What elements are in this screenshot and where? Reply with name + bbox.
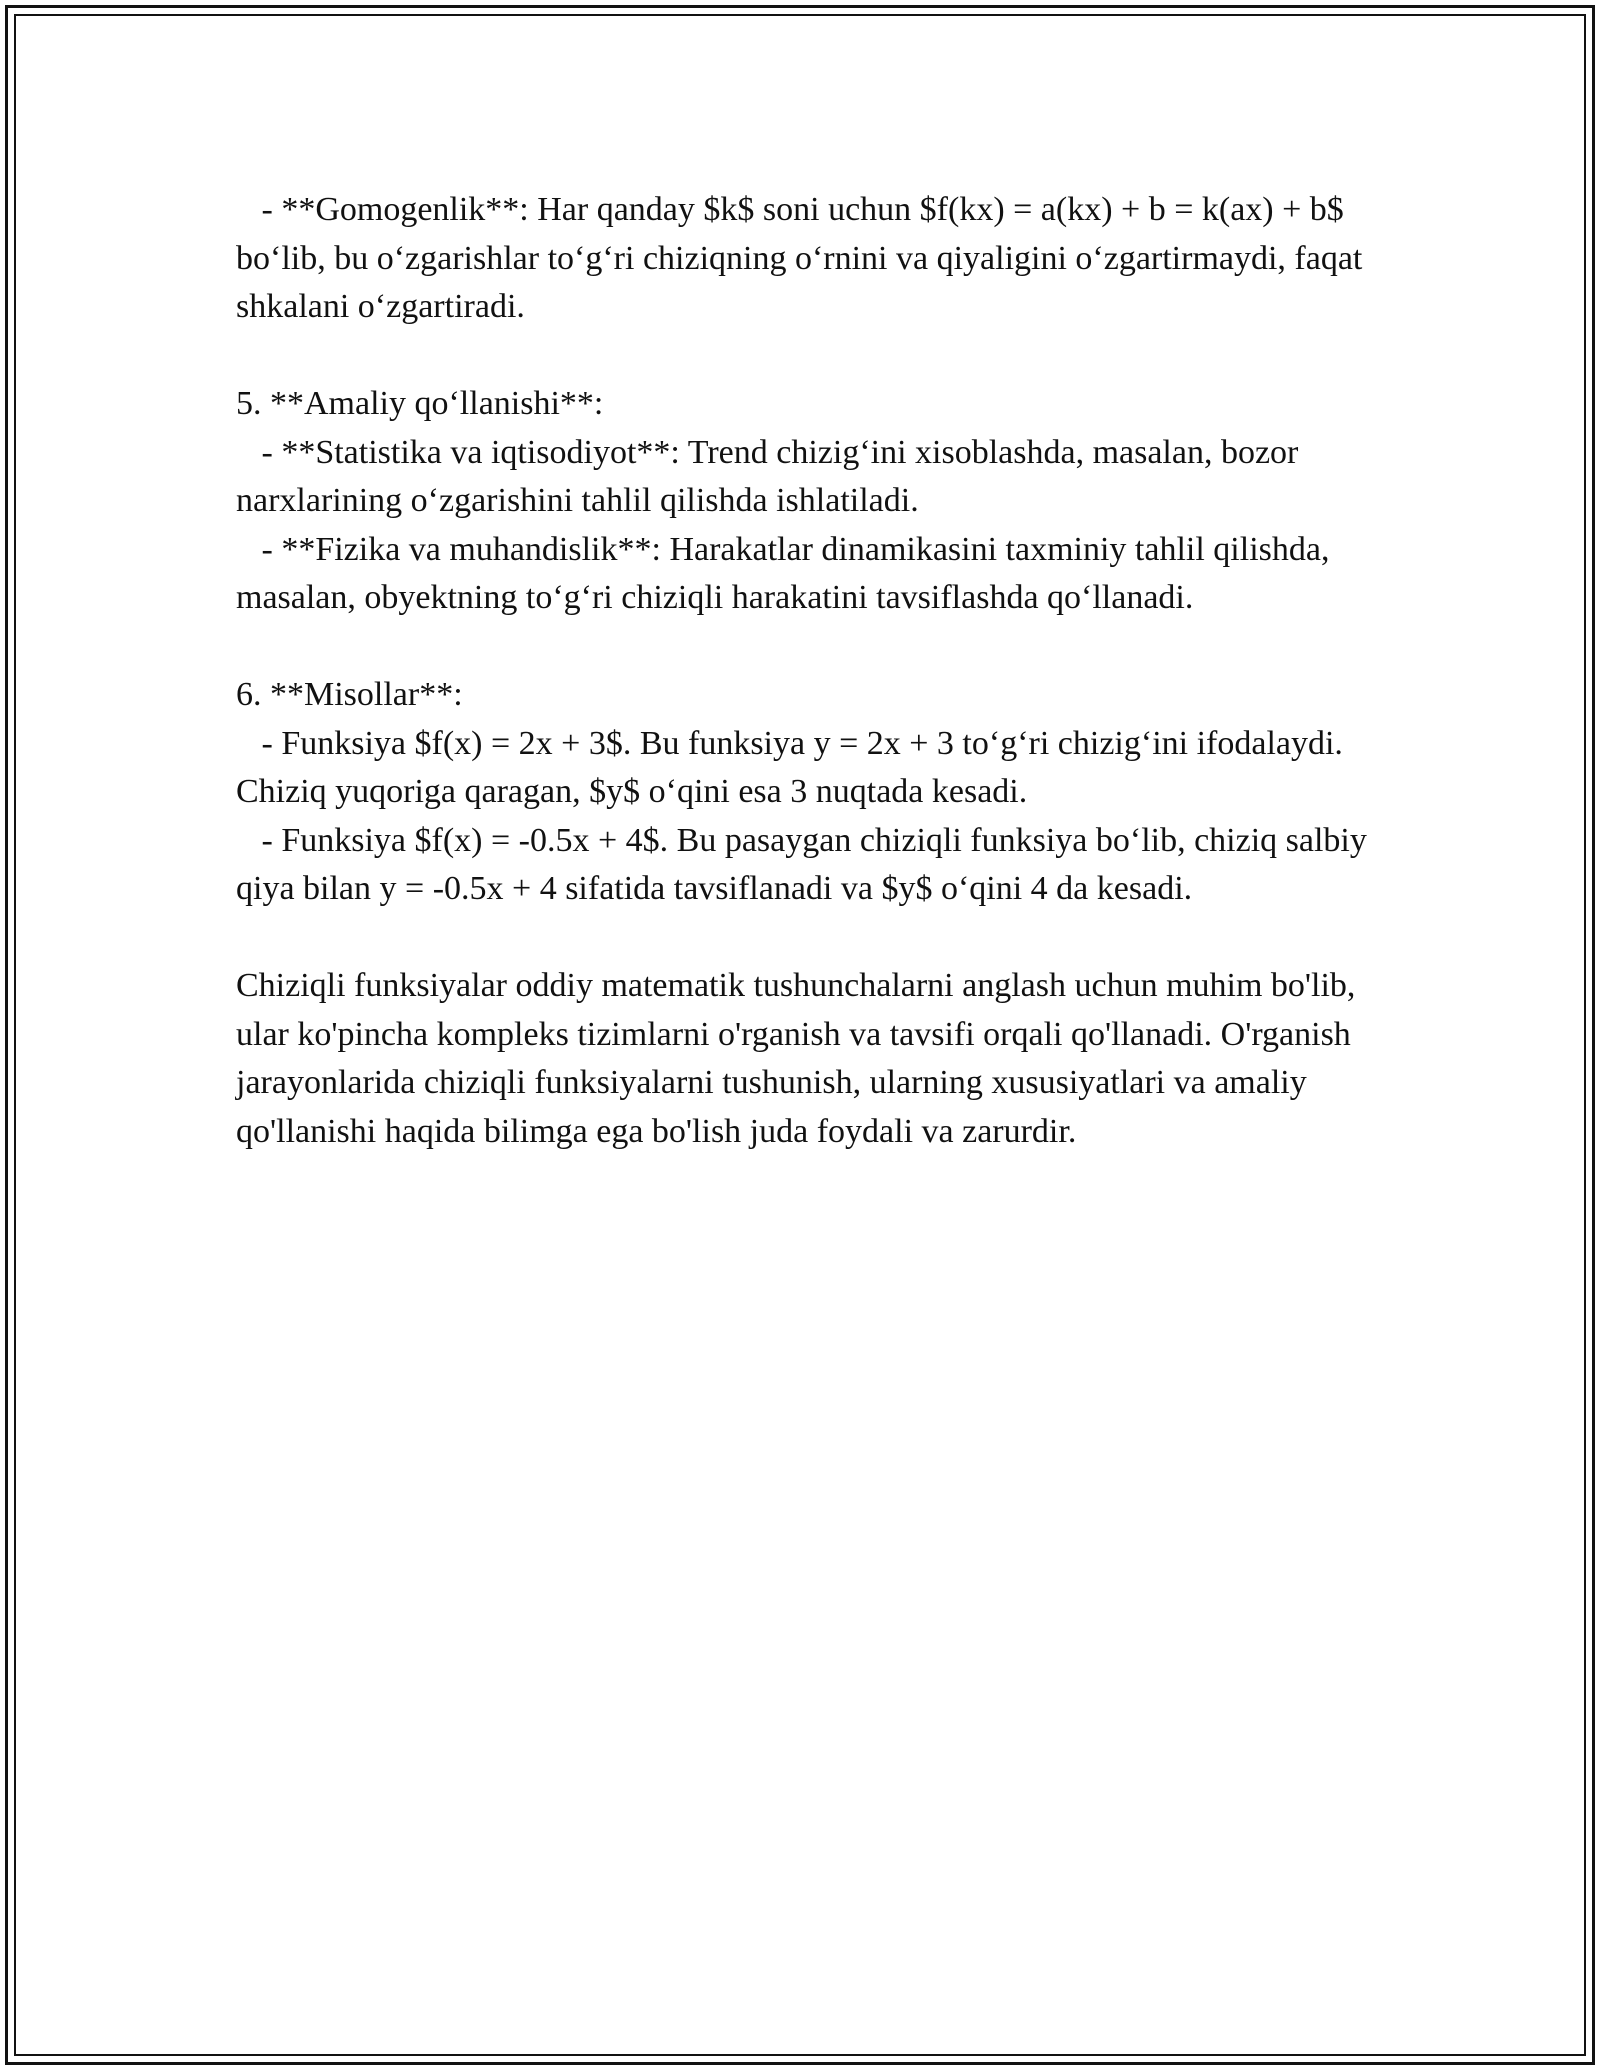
section-6-heading: 6. **Misollar**: — [236, 676, 463, 713]
paragraph-spacer — [236, 623, 1376, 672]
paragraph-spacer — [236, 914, 1376, 963]
document-body — [236, 186, 1376, 1156]
paragraph-spacer — [236, 332, 1376, 381]
example-item-1: - Funksiya $f(x) = 2x + 3$. Bu funksiya y = 2x + 3 to‘g‘ri chizig‘ini ifodalaydi. Chiziq yuqoriga qaragan, $y$ o‘qini esa 3 nuqtada kesadi. — [236, 724, 1352, 810]
physics-item: - **Fizika va muhandislik**: Harakatlar dinamikasini taxminiy tahlil qilishda, masalan, obyektning to‘g‘ri chiziqli harakatini tavsiflashda qo‘llanadi. — [236, 530, 1338, 616]
example-item-2: - Funksiya $f(x) = -0.5x + 4$. Bu pasaygan chiziqli funksiya bo‘lib, chiziq salbiy qiya bilan y = -0.5x + 4 sifatida tavsiflanadi va $y$ o‘qini 4 da kesadi. — [236, 821, 1376, 907]
homogeneity-item: - **Gomogenlik**: Har qanday $k$ soni uchun $f(kx) = a(kx) + b = k(ax) + b$ bo‘lib, bu o‘zgarishlar to‘g‘ri chiziqning o‘rnini va qiyaligini o‘zgartirmaydi, faqat shkalani o‘zgartiradi. — [236, 191, 1371, 325]
conclusion-paragraph: Chiziqli funksiyalar oddiy matematik tushunchalarni anglash uchun muhim bo'lib, ular ko'pincha kompleks tizimlarni o'rganish va tavsifi orqali qo'llanadi. O'rganish jarayonlarida chiziqli funksiyalarni tushunish, ularning xususiyatlari va amaliy qo'llanishi haqida bilimga ega bo'lish juda foydali va zarurdir. — [236, 967, 1364, 1150]
statistics-item: - **Statistika va iqtisodiyot**: Trend chizig‘ini xisoblashda, masalan, bozor narxlarining o‘zgarishini tahlil qilishda ishlatiladi. — [236, 433, 1307, 519]
section-5-heading: 5. **Amaliy qo‘llanishi**: — [236, 385, 604, 422]
